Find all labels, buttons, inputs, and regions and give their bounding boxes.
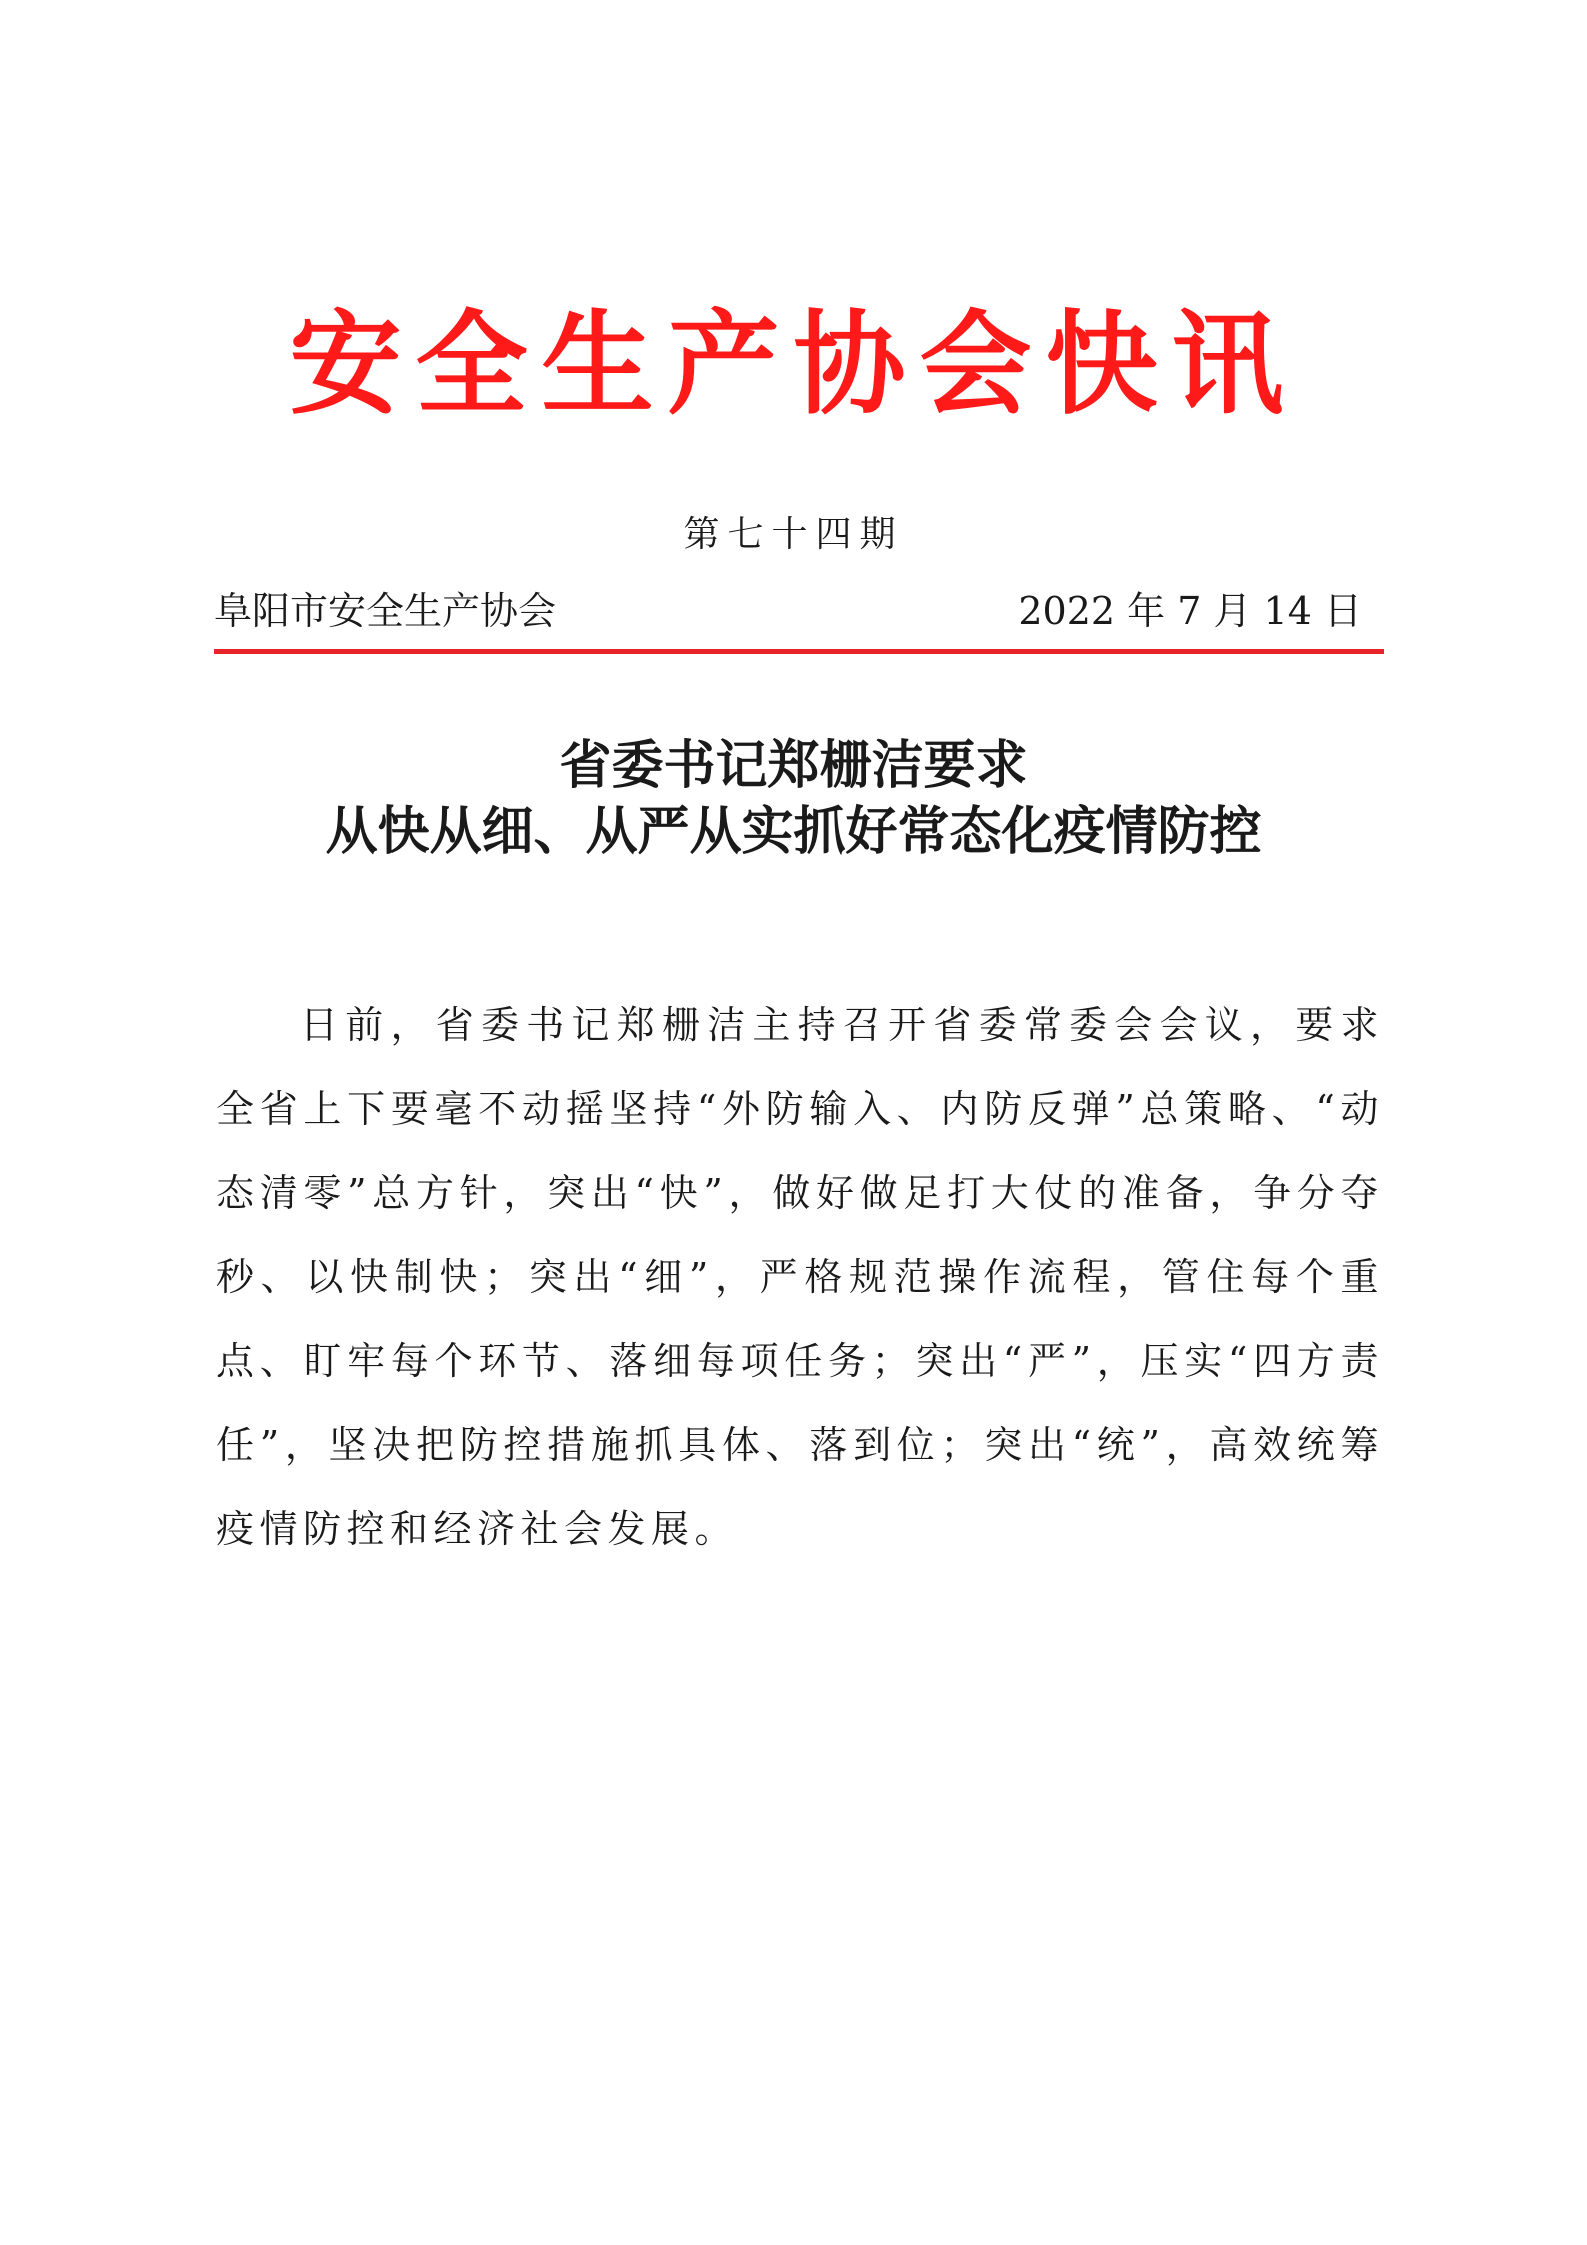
masthead-title: 安全生产协会快讯 — [289, 299, 1298, 430]
headline-line-1: 省委书记郑栅洁要求 — [559, 735, 1028, 796]
issue-number: 第七十四期 — [683, 514, 904, 555]
publisher-name: 阜阳市安全生产协会 — [214, 589, 557, 633]
headline-line-2: 从快从细、从严从实抓好常态化疫情防控 — [325, 801, 1262, 862]
header-divider — [214, 649, 1384, 654]
article-headline — [0, 733, 1587, 865]
meta-row — [214, 583, 1384, 639]
article-body: 日前，省委书记郑栅洁主持召开省委常委会会议，要求全省上下要毫不动摇坚持“外防输入、内防反弹”总策略、“动态清零”总方针，突出“快”，做好做足打大仗的准备，争分夺秒、以快制快；突出“细”，严格规范操作流程，管住每个重点、盯牢每个环节、落细每项任务；突出“严”，压实“四方责任”，坚决把防控措施抓具体、落到位；突出“统”，高效统筹疫情防控和经济社会发展。 — [216, 1003, 1384, 1551]
publish-date: 2022 年 7 月 14 日 — [1018, 589, 1362, 633]
